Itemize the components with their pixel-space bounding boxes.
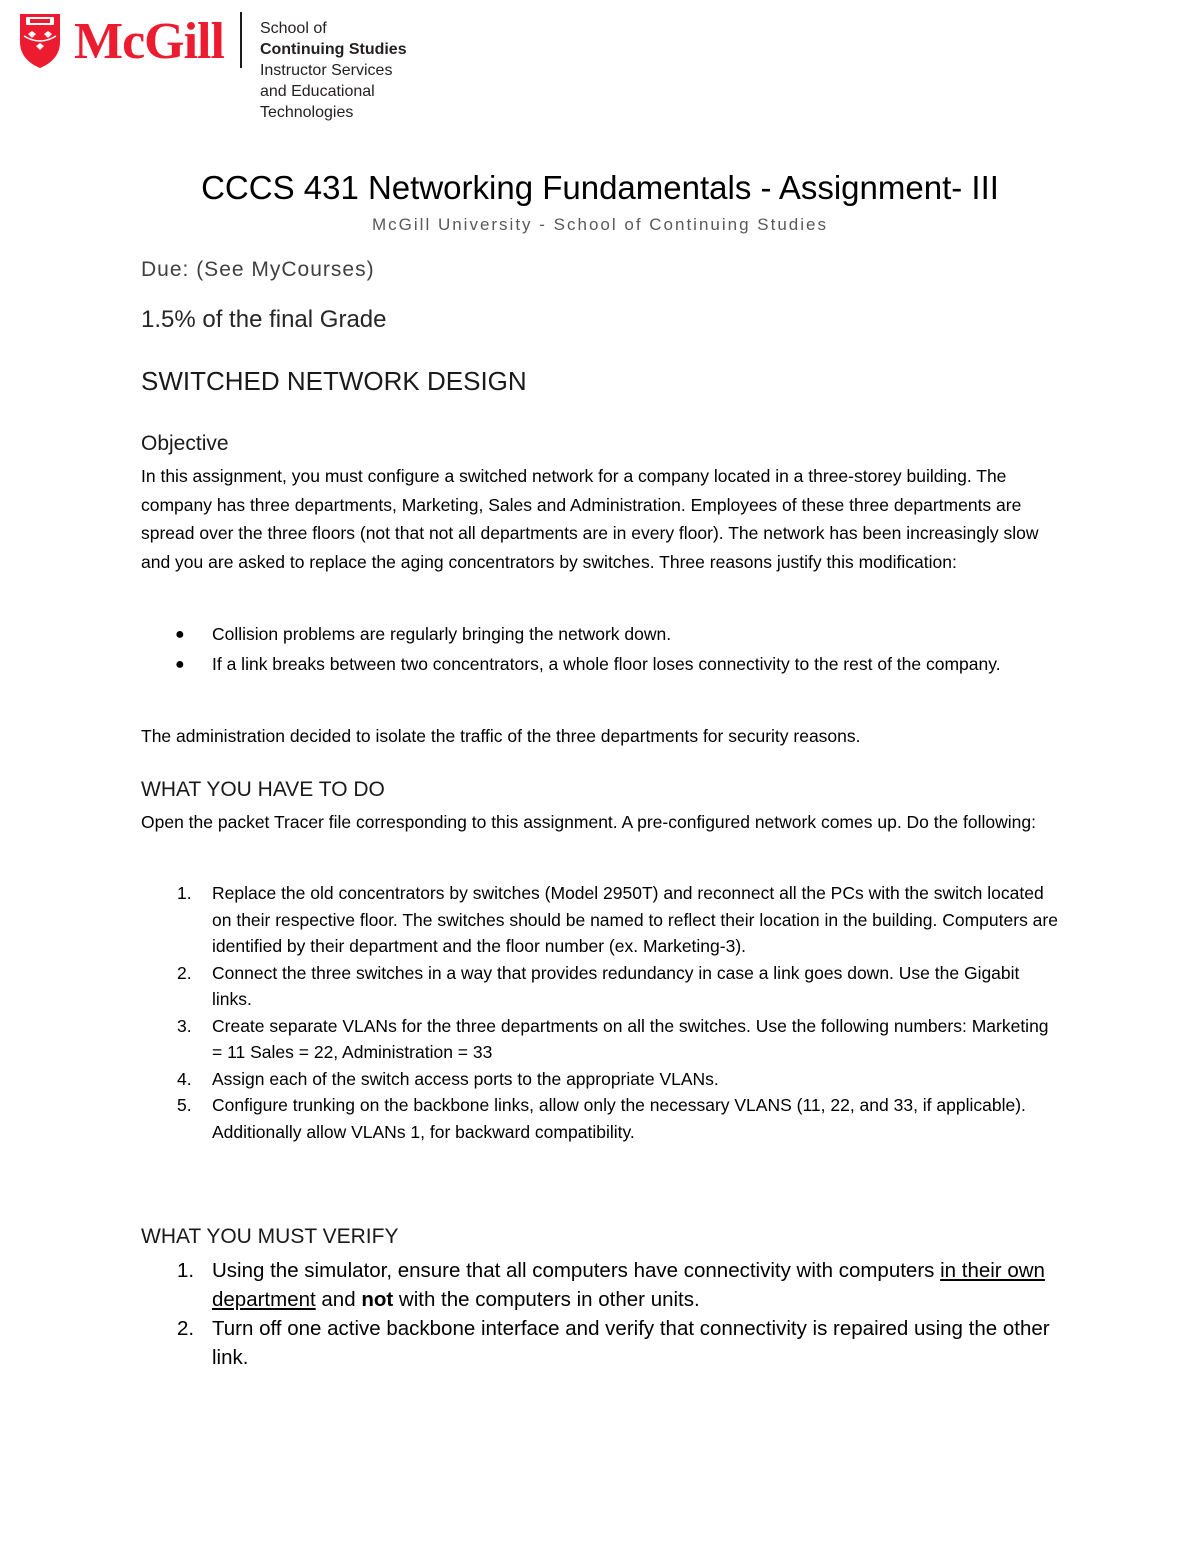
document-title: CCCS 431 Networking Fundamentals - Assignment- III [201, 169, 999, 206]
logo-divider [240, 12, 242, 68]
bullet-icon: ● [175, 626, 185, 643]
list-item [141, 880, 1061, 960]
unit-name [260, 18, 407, 123]
what-to-do-intro: Open the packet Tracer file corresponding to this assignment. A pre-configured network comes up. Do the following: [141, 812, 1036, 832]
list-item [141, 620, 1061, 649]
list-item [141, 1013, 1061, 1066]
step-number: 3. [177, 1015, 192, 1036]
objective-heading: Objective [141, 432, 229, 455]
bold-word: not [361, 1288, 394, 1311]
what-to-do-heading: WHAT YOU HAVE TO DO [141, 778, 385, 801]
step-number: 2. [177, 962, 192, 983]
verify-number: 2. [177, 1317, 195, 1340]
mcgill-wordmark: McGill [74, 13, 224, 70]
list-item [141, 1256, 1061, 1314]
step-text: Assign each of the switch access ports to the appropriate VLANs. [212, 1068, 719, 1089]
mcgill-crest-icon [18, 12, 62, 70]
list-item [141, 960, 1061, 1013]
list-item [141, 1066, 1061, 1093]
reasons-list [141, 620, 1061, 680]
list-item [141, 1092, 1061, 1145]
list-item [141, 650, 1061, 679]
verify-text-part: and [315, 1288, 362, 1311]
grade-weight: 1.5% of the final Grade [141, 306, 387, 333]
objective-paragraph: In this assignment, you must configure a switched network for a company located in a three-storey building. The company has three departments, Marketing, Sales and Administration. Employees of these three departments are spread over the three floors (not that not all departments are in every floor). The network has been increasingly slow and you are asked to replace the aging concentrators by switches. Three reasons justify this modification: [141, 466, 1039, 572]
steps-list [141, 880, 1061, 1145]
admin-note: The administration decided to isolate the traffic of the three departments for security reasons. [141, 726, 861, 746]
section-heading: SWITCHED NETWORK DESIGN [141, 366, 527, 396]
step-text: Create separate VLANs for the three departments on all the switches. Use the following numbers: Marketing = 11 Sales = 22, Administration = 33 [212, 1015, 1049, 1062]
step-number: 5. [177, 1095, 192, 1115]
verify-text-part: Using the simulator, ensure that all computers have connectivity with computers [212, 1259, 941, 1282]
document-subtitle: McGill University - School of Continuing Studies [372, 215, 828, 234]
unit-line-school: School of [259, 20, 327, 37]
due-date: Due: (See MyCourses) [141, 258, 375, 281]
verify-list [141, 1256, 1061, 1372]
unit-line-technologies: Technologies [259, 104, 354, 121]
verify-heading: WHAT YOU MUST VERIFY [141, 1225, 399, 1248]
bullet-icon: ● [175, 656, 185, 673]
unit-line-educational: and Educational [259, 83, 375, 100]
bullet-text: Collision problems are regularly bringing the network down. [212, 624, 672, 644]
step-text: Replace the old concentrators by switches (Model 2950T) and reconnect all the PCs with the switch located on their respective floor. The switches should be named to reflect their location in the building. Computers are identified by their department and the floor number (ex. Marketing-3). [212, 883, 1058, 956]
mcgill-logo [18, 10, 407, 123]
underlined-phrase: in their own department [212, 1259, 1045, 1311]
verify-number: 1. [177, 1259, 195, 1282]
step-text: Connect the three switches in a way that provides redundancy in case a link goes down. Use the Gigabit links. [212, 962, 1020, 1009]
list-item [141, 1314, 1061, 1372]
unit-line-instructor: Instructor Services [259, 62, 393, 79]
bullet-text: If a link breaks between two concentrators, a whole floor loses connectivity to the rest of the company. [212, 654, 1001, 674]
verify-text-part: with the computers in other units. [393, 1288, 700, 1311]
step-number: 1. [177, 883, 192, 903]
unit-line-continuing: Continuing Studies [259, 41, 407, 58]
verify-text: Turn off one active backbone interface and verify that connectivity is repaired using the other link. [212, 1317, 1050, 1369]
step-number: 4. [177, 1068, 192, 1089]
step-text: Configure trunking on the backbone links, allow only the necessary VLANS (11, 22, and 33, if applicable). Additionally allow VLANs 1, for backward compatibility. [212, 1095, 1026, 1142]
